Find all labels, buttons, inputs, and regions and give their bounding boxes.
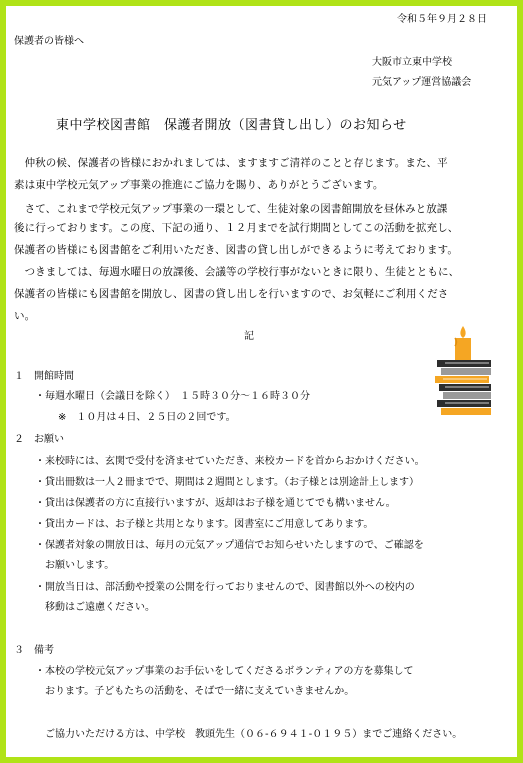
- bullet-icon: ・: [35, 666, 45, 677]
- body-line: 保護者の皆様にも図書館をご利用いただき、図書の貸し出しができるように考えております。: [14, 244, 458, 256]
- list-item-text: 本校の学校元気アップ事業のお手伝いをしてくださるボランティアの方を募集して: [45, 666, 414, 677]
- body-line: 後に行っております。この度、下記の通り、１２月までを試行期間としてこの活動を拡充し、: [14, 222, 459, 234]
- contact-line: ご協力いただける方は、中学校 教頭先生（０６-６９４１-０１９５）までご連絡ください。: [45, 729, 463, 740]
- list-item: [35, 519, 373, 531]
- list-item-continuation: おります。子どもたちの活動を、そばで一緒に支えていきませんか。: [45, 686, 355, 697]
- ki-marker: 記: [244, 331, 254, 342]
- body-line: さて、これまで学校元気アップ事業の一環として、生徒対象の図書館開放を昼休みと放課: [14, 203, 448, 215]
- bullet-icon: ・: [35, 477, 45, 488]
- list-item-text: 貸出カードは、お子様と共用となります。図書室にご用意してあります。: [45, 519, 374, 530]
- sender-school: 大阪市立東中学校: [372, 57, 452, 68]
- body-line: 仲秋の候、保護者の皆様におかれましては、ますますご清祥のことと存じます。また、平: [14, 157, 448, 169]
- section-1-note: ※ １０月は４日、２５日の２回です。: [58, 412, 236, 423]
- list-item-text: 来校時には、玄関で受付を済ませていただき、来校カードを首からおかけください。: [45, 456, 425, 467]
- list-item-continuation: 移動はご遠慮ください。: [45, 602, 155, 613]
- body-line: 素は東中学校元気アップ事業の推進にご協力を賜り、ありがとうございます。: [14, 179, 384, 191]
- list-item-text: 貸出冊数は一人２冊までで、期間は２週間とします。（お子様とは別途計上します）: [45, 477, 419, 488]
- books-with-candle-icon: [433, 322, 493, 422]
- recipient: 保護者の皆様へ: [14, 36, 84, 47]
- section-1-heading: １ 開館時間: [14, 371, 74, 382]
- sender-council: 元気アップ運営協議会: [372, 77, 472, 88]
- list-item: [35, 540, 424, 552]
- section-3-heading: ３ 備考: [14, 645, 54, 656]
- section-1-bullet-text: 毎週水曜日（会議日を除く） １５時３０分～１６時３０分: [45, 391, 310, 402]
- list-item: [35, 477, 419, 489]
- list-item: [35, 582, 415, 594]
- bullet-icon: ・: [35, 519, 45, 530]
- list-item-text: 開放当日は、部活動や授業の公開を行っておりませんので、図書館以外への校内の: [45, 582, 415, 593]
- bullet-icon: ・: [35, 391, 45, 402]
- bullet-icon: ・: [35, 456, 45, 467]
- list-item: [35, 498, 396, 510]
- section-1-bullet: [35, 391, 310, 403]
- section-2-heading: ２ お願い: [14, 434, 64, 445]
- list-item-continuation: お願いします。: [45, 560, 115, 571]
- body-line: い。: [14, 310, 36, 322]
- list-item-text: 貸出は保護者の方に直接行いますが、返却はお子様を通じてでも構いません。: [45, 498, 396, 509]
- list-item-text: 保護者対象の開放日は、毎月の元気アップ通信でお知らせいたしますので、ご確認を: [45, 540, 424, 551]
- list-item: [35, 456, 425, 468]
- list-item: [35, 666, 414, 678]
- bullet-icon: ・: [35, 498, 45, 509]
- body-line: 保護者の皆様にも図書館を開放し、図書の貸し出しを行いますので、お気軽にご利用くださ: [14, 288, 449, 300]
- bullet-icon: ・: [35, 540, 45, 551]
- date: 令和５年９月２８日: [397, 14, 487, 25]
- document-title: 東中学校図書館 保護者開放（図書貸し出し）のお知らせ: [56, 118, 407, 133]
- body-line: つきましては、毎週水曜日の放課後、会議等の学校行事がないときに限り、生徒とともに、: [14, 266, 460, 278]
- bullet-icon: ・: [35, 582, 45, 593]
